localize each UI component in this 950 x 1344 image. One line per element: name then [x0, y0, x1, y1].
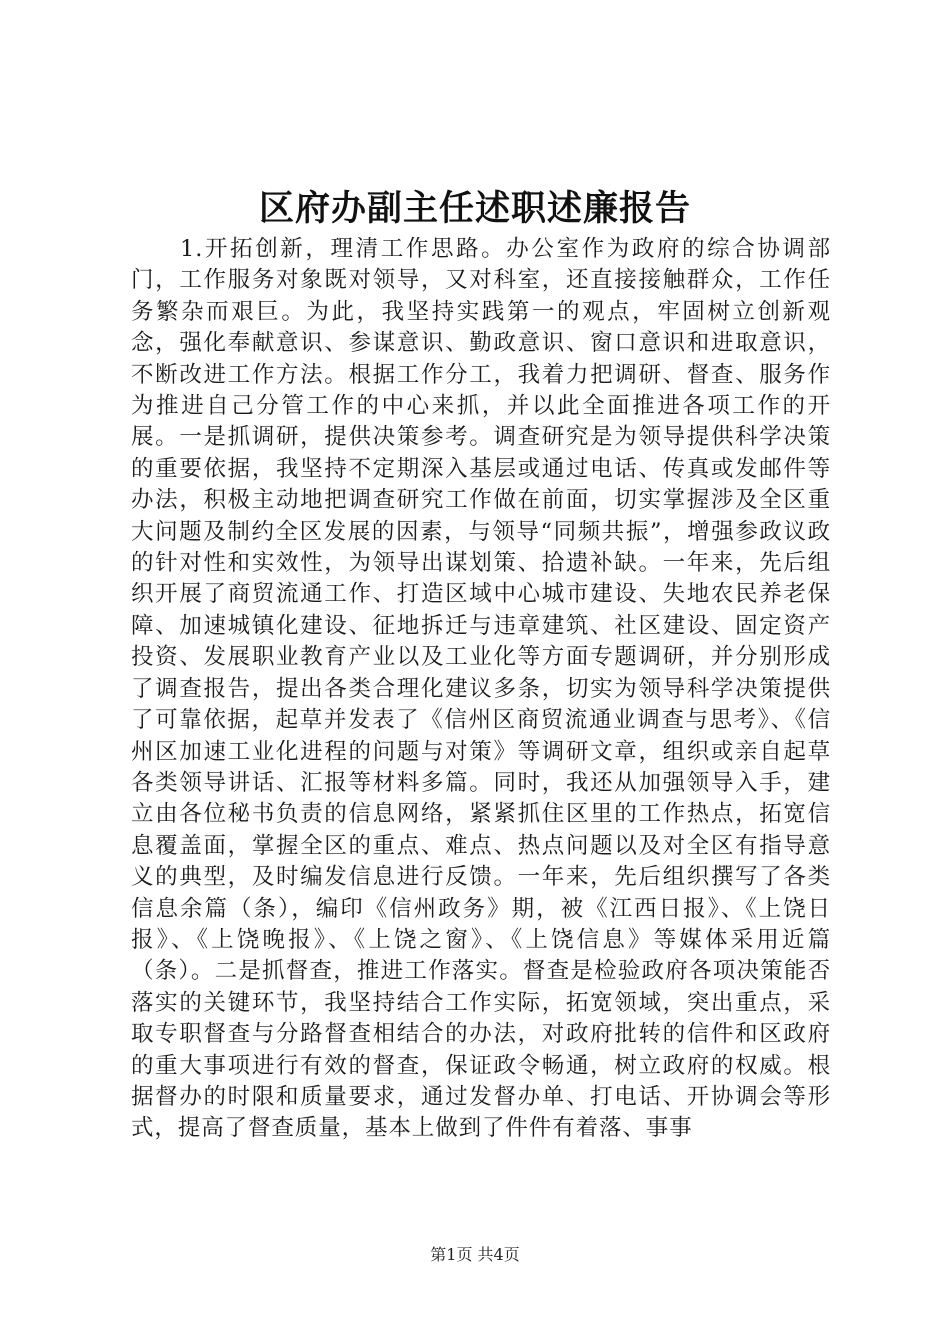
page-footer: 第1页 共4页: [430, 1245, 520, 1264]
body-paragraph: 1.开拓创新，理清工作思路。办公室作为政府的综合协调部门，工作服务对象既对领导，又对科室，还直接接触群众，工作任务繁杂而艰巨。为此，我坚持实践第一的观点，牢固树立创新观念，强化奉献意识、参谋意识、勤政意识、窗口意识和进取意识，不断改进工作方法。根据工作分工，我着力把调研、督查、服务作为推进自己分管工作的中心来抓，并以此全面推进各项工作的开展。一是抓调研，提供决策参考。调查研究是为领导提供科学决策的重要依据，我坚持不定期深入基层或通过电话、传真或发邮件等办法，积极主动地把调查研究工作做在前面，切实掌握涉及全区重大问题及制约全区发展的因素，与领导“同频共振”，增强参政议政的针对性和实效性，为领导出谋划策、拾遗补缺。一年来，先后组织开展了商贸流通工作、打造区域中心城市建设、失地农民养老保障、加速城镇化建设、征地拆迁与违章建筑、社区建设、固定资产投资、发展职业教育产业以及工业化等方面专题调研，并分别形成了调查报告，提出各类合理化建议多条，切实为领导科学决策提供了可靠依据，起草并发表了《信州区商贸流通业调查与思考》、《信州区加速工业化进程的问题与对策》等调研文章，组织或亲自起草各类领导讲话、汇报等材料多篇。同时，我还从加强领导入手，建立由各位秘书负责的信息网络，紧紧抓住区里的工作热点，拓宽信息覆盖面，掌握全区的重点、难点、热点问题以及对全区有指导意义的典型，及时编发信息进行反馈。一年来，先后组织撰写了各类信息余篇（条），编印《信州政务》期，被《江西日报》、《上饶日报》、《上饶晚报》、《上饶之窗》、《上饶信息》等媒体采用近篇（条）。二是抓督查，推进工作落实。督查是检验政府各项决策能否落实的关键环节，我坚持结合工作实际，拓宽领域，突出重点，采取专职督查与分路督查相结合的办法，对政府批转的信件和区政府的重大事项进行有效的督查，保证政令畅通，树立政府的权威。根据督办的时限和质量要求，通过发督办单、打电话、开协调会等形式，提高了督查质量，基本上做到了件件有着落、事事: [131, 236, 831, 1142]
document-title: 区府办副主任述职述廉报告: [258, 188, 691, 229]
